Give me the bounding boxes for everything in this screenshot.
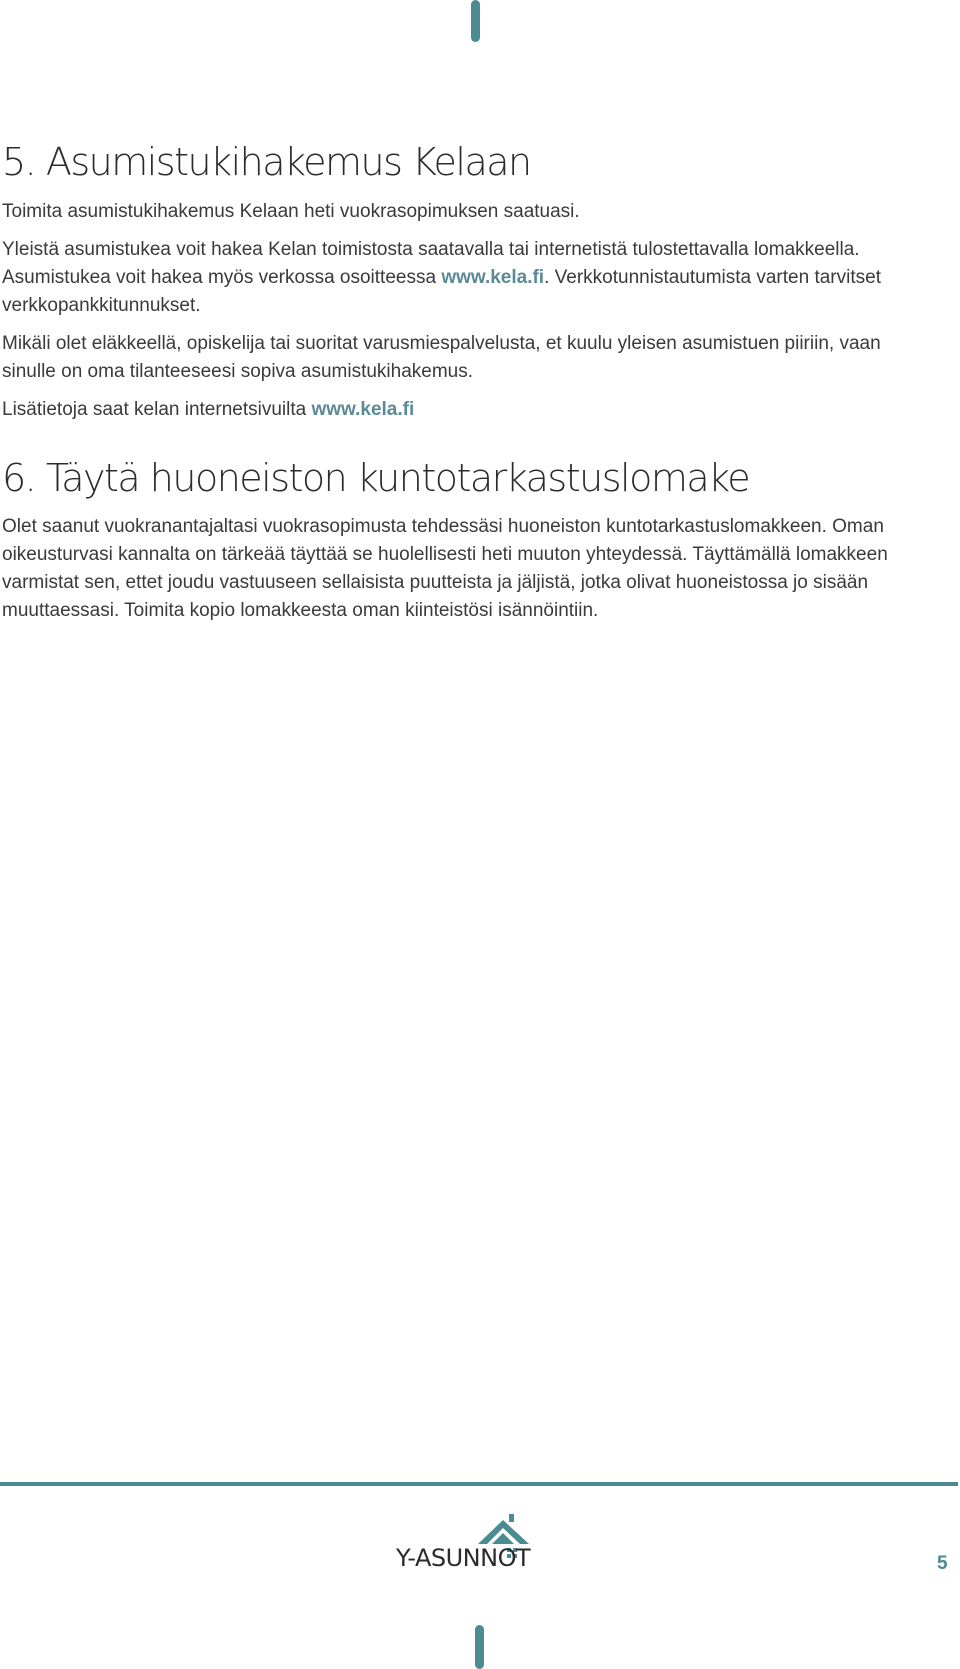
section-5-paragraph-2-text: Yleistä asumistukea voit hakea Kelan toimistosta saatavalla tai internetistä tulostettavalla lomakkeella. Asumistukea voit hakea myös verkossa osoitteessa [2,238,860,288]
section-5-paragraph-2 [2,236,932,320]
section-6-paragraph-1: Olet saanut vuokranantajaltasi vuokrasopimusta tehdessäsi huoneiston kuntotarkastuslomakkeen. Oman oikeusturvasi kannalta on tärkeää täyttää se huolellisesti heti muuton yhteydessä. Täyttämällä lomakkeen varmistat sen, ettet joudu vastuuseen sellaisista puutteista ja jäljistä, jotka olivat huoneistossa jo sisään muuttaessasi. Toimita kopio lomakkeesta oman kiinteistösi isännöintiin. [2,516,888,622]
page-number: 5 [937,1553,948,1574]
section-5-heading: 5. Asumistukihakemus Kelaan [2,140,531,184]
section-5-paragraph-2-text-end: . Verkkotunnistautumista varten tarvitset verkkopankkitunnukset. [2,266,881,316]
section-6-heading: 6. Täytä huoneiston kuntotarkastuslomake [2,455,750,500]
logo-wordmark: Y-ASUNNOT [396,1544,531,1572]
kela-link-2[interactable]: www.kela.fi [311,398,415,420]
top-page-marker [471,0,480,42]
kela-link[interactable]: www.kela.fi [441,266,545,288]
section-5-paragraph-3: Mikäli olet eläkkeellä, opiskelija tai suoritat varusmiespalvelusta, et kuulu yleisen asumistuen piiriin, vaan sinulle on oma tilanteeseesi sopiva asumistukihakemus. [2,332,881,382]
footer-divider [0,1482,958,1486]
section-5-paragraph-4-text: Lisätietoja saat kelan internetsivuilta [2,398,312,420]
bottom-page-marker [475,1625,484,1669]
section-5-paragraph-4 [2,396,932,424]
page-content [2,140,932,635]
y-asunnot-logo [396,1514,566,1578]
section-5-paragraph-1: Toimita asumistukihakemus Kelaan heti vuokrasopimuksen saatuasi. [2,200,580,222]
